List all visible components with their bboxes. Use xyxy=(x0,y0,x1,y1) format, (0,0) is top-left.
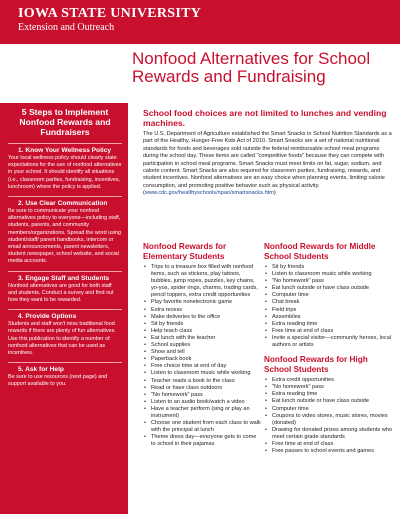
step-item xyxy=(8,309,122,357)
step-body: Nonfood alternatives are good for both staff and students. Conduct a survey and find out how they want to be rewarded. xyxy=(8,282,114,304)
sidebar-steps xyxy=(0,103,128,514)
list-item: • Eat lunch with the teacher xyxy=(143,335,261,342)
list-item: • Read or have class outdoors xyxy=(143,385,261,392)
list-item: • Eat lunch outside or have class outside xyxy=(264,285,396,292)
secondary-column xyxy=(264,242,396,455)
list-item: • Extra credit opportunities xyxy=(264,377,396,384)
step-body: Your local wellness policy should clearly state expectations for the use of nonfood alternatives in your school. It should identify all situations (i.e., classroom parties, fundraising, incentives, lunchroom) where the policy is applied. xyxy=(8,155,122,190)
smart-snacks-link[interactable]: www.cdc.gov/healthyschools/npao/smartsnacks.htm xyxy=(144,190,274,197)
step-item xyxy=(8,143,122,191)
list-item: • Trips to a treasure box filled with nonfood items, such as stickers, play tattoos, bubbles, jump ropes, puzzles, key chains, yo-yos, spider rings, charms, trading cards, pencil toppers, extra credit opportunities xyxy=(143,264,261,299)
middle-school-title: Nonfood Rewards for Middle School Students xyxy=(264,242,376,261)
elementary-column xyxy=(143,242,261,448)
list-item: • Free time at end of class xyxy=(264,328,396,335)
steps-list xyxy=(8,143,122,389)
brand-subtitle: Extension and Outreach xyxy=(18,22,115,33)
step-title: 4. Provide Options xyxy=(8,309,122,321)
intro-paragraph xyxy=(143,131,394,198)
middle-school-list xyxy=(264,264,396,349)
list-item: • Eat lunch outside or have class outside xyxy=(264,398,396,405)
list-item: • Help teach class xyxy=(143,328,261,335)
step-body: Students and staff won't miss traditional food rewards if there are plenty of fun alternatives. Use this publication to identify a number of nonfood alternatives that can be used as incentives. xyxy=(8,321,116,357)
list-item: • Listen to classroom music while working xyxy=(264,271,396,278)
list-item: • Teacher reads a book to the class xyxy=(143,378,261,385)
list-item: • Choose one student from each class to walk with the principal at lunch xyxy=(143,420,261,434)
header-banner xyxy=(0,0,400,44)
high-school-list xyxy=(264,377,396,455)
step-body: Be sure to communicate your nonfood alternatives policy to everyone—including staff, students, parents, and community members/organizations. Spread the word using student/staff/ parent handbooks, intercom or email announcements, parent newsletters, student newspaper, school website, and social media accounts. xyxy=(8,208,121,265)
list-item: • Coupons to video stores, music stores, movies (donated) xyxy=(264,413,396,427)
list-item: • Chat break xyxy=(264,299,396,306)
elementary-list xyxy=(143,264,261,448)
list-item: • Play favorite nonelectronic game xyxy=(143,299,261,306)
list-item: • Free time at end of class xyxy=(264,441,396,448)
list-item: • Extra reading time xyxy=(264,321,396,328)
list-item: • Paperback book xyxy=(143,356,261,363)
list-item: • Invite a special visitor—community heroes, local authors or artists xyxy=(264,335,396,349)
step-title: 2. Use Clear Communication xyxy=(8,196,122,208)
list-item: • Make deliveries to the office xyxy=(143,314,261,321)
university-logo xyxy=(18,6,201,34)
list-item: • "No homework" pass xyxy=(143,392,261,399)
list-item: • "No homework" pass xyxy=(264,384,396,391)
brand-name: IOWA STATE UNIVERSITY xyxy=(18,6,202,21)
list-item: • Computer time xyxy=(264,292,396,299)
sidebar-title: 5 Steps to Implement Nonfood Rewards and Fundraisers xyxy=(19,107,111,137)
list-item: • Extra reading time xyxy=(264,391,396,398)
step-item xyxy=(8,271,122,305)
list-item: • Free passes to school events and games xyxy=(264,448,396,455)
list-item: • Theme dress day—everyone gets to come to school in their pajamas xyxy=(143,434,261,448)
list-item: • Show and tell xyxy=(143,349,261,356)
list-item: • Sit by friends xyxy=(143,321,261,328)
step-item xyxy=(8,196,122,266)
step-title: 3. Engage Staff and Students xyxy=(8,271,122,283)
step-title: 5. Ask for Help xyxy=(8,362,122,374)
step-body: Be sure to use resources (next page) and support available to you. xyxy=(8,374,108,388)
intro-subhead: School food choices are not limited to lunches and vending machines. xyxy=(143,108,387,128)
intro-link-suffix: ) xyxy=(273,190,276,197)
intro-link-prefix: ( xyxy=(143,190,145,197)
list-item: • Computer time xyxy=(264,406,396,413)
step-title: 1. Know Your Wellness Policy xyxy=(8,143,122,155)
list-item: • Have a teacher perform (sing or play an instrument) xyxy=(143,406,261,420)
list-item: • Drawing for donated prizes among students who meet certain grade standards xyxy=(264,427,396,441)
list-item: • Listen to classroom music while working xyxy=(143,370,261,377)
intro-section xyxy=(143,108,394,198)
list-item: • "No homework" pass xyxy=(264,278,396,285)
step-item xyxy=(8,362,122,388)
list-item: • Listen to an audio book/watch a video xyxy=(143,399,261,406)
intro-text: The U.S. Department of Agriculture established the Smart Snacks in School Nutrition Standards as a part of the Healthy, Hunger-Free Kids Act of 2010. Smart Snacks are a set of national nutritional standards for foods and beverages sold outside the federal reimbursable school meal programs during the school day. These items are called "competitive foods" because they can compete with participation in school meal programs. Smart Snacks must meet limits on fat, sugar, sodium, and calorie content. Smart Snacks are also required for classroom parties, fundraising, rewards, and student incentives. Nonfood alternatives are an easy choice when planning events, limiting calorie consumption, and promoting positive behavior such as physical activity. xyxy=(143,131,392,189)
high-school-title: Nonfood Rewards for High School Students xyxy=(264,355,368,374)
page-title: Nonfood Alternatives for School Rewards and Fundraising xyxy=(132,49,371,86)
list-item: • Free choice time at end of day xyxy=(143,363,261,370)
list-item: • Sit by friends xyxy=(264,264,396,271)
elementary-title: Nonfood Rewards for Elementary Students xyxy=(143,242,227,261)
list-item: • Assemblies xyxy=(264,314,396,321)
list-item: • Extra recess xyxy=(143,307,261,314)
list-item: • School supplies xyxy=(143,342,261,349)
list-item: • Field trips xyxy=(264,307,396,314)
